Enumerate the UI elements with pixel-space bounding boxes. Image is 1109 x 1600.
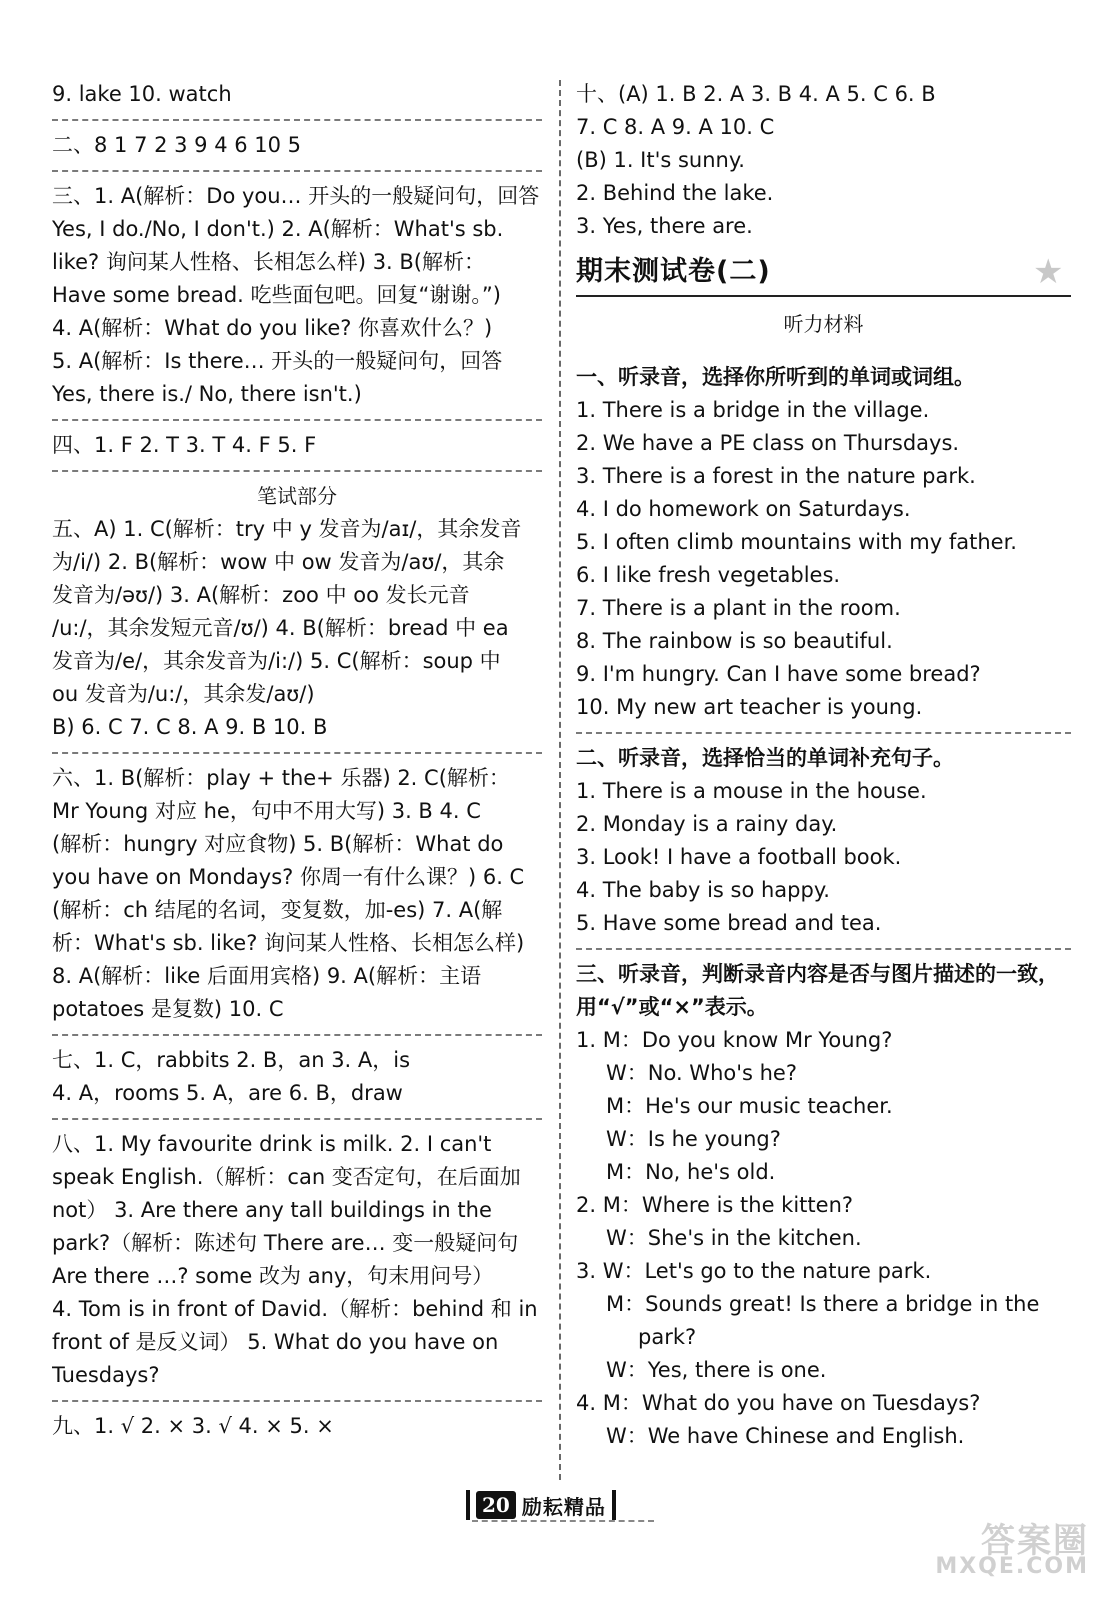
dialogue-line: park? [638, 1325, 697, 1349]
part-heading: 二、听录音，选择恰当的单词补充句子。 [576, 746, 954, 770]
answer-section-5 [52, 513, 542, 744]
list-item: 8. The rainbow is so beautiful. [576, 629, 893, 653]
answer-line: 3. Yes, there are. [576, 214, 753, 238]
list-item: 6. I like fresh vegetables. [576, 563, 841, 587]
star-icon: ★ [1033, 252, 1064, 292]
answer-line: potatoes 是复数) 10. C [52, 997, 284, 1021]
watermark-line: 答案圈 [981, 1521, 1089, 1561]
dialogue-line: W：No. Who's he? [606, 1061, 797, 1085]
listening-part-1 [576, 361, 1071, 724]
list-item: 1. There is a bridge in the village. [576, 398, 930, 422]
left-column [52, 78, 542, 1443]
answer-line: 十、(A) 1. B 2. A 3. B 4. A 5. C 6. B [576, 82, 936, 106]
answer-line: 五、A) 1. C(解析：try 中 y 发音为/aɪ/，其余发音 [52, 517, 522, 541]
dashed-divider [52, 752, 542, 754]
dashed-divider [52, 419, 542, 421]
dialogue-line: W：We have Chinese and English. [606, 1424, 965, 1448]
answer-line: 7. C 8. A 9. A 10. C [576, 115, 775, 139]
answer-line: 9. lake 10. watch [52, 82, 232, 106]
dashed-divider [52, 119, 542, 121]
list-item: 9. I'm hungry. Can I have some bread? [576, 662, 981, 686]
answer-line: ou 发音为/u:/，其余发/aʊ/) [52, 682, 315, 706]
answer-line: Yes, I do./No, I don't.) 2. A(解析：What's sb. [52, 217, 504, 241]
answer-line: 发音为/e/，其余发音为/i:/) 5. C(解析：soup 中 [52, 649, 501, 673]
answer-line: Are there …? some 改为 any，句末用问号） [52, 1264, 494, 1288]
answer-line: 2. Behind the lake. [576, 181, 774, 205]
answer-section-8 [52, 1128, 542, 1392]
brand-name: 励耘精品 [521, 1494, 606, 1519]
answer-section-1 [52, 78, 542, 111]
exam-title: 期末测试卷(二) [576, 256, 771, 287]
part-heading: 用“√”或“×”表示。 [576, 995, 768, 1019]
answer-line: (解析：hungry 对应食物) 5. B(解析：What do [52, 832, 504, 856]
answer-line: Yes, there is./ No, there isn't.) [52, 382, 362, 406]
dialogue-line: W：Is he young? [606, 1127, 781, 1151]
part-heading: 三、听录音，判断录音内容是否与图片描述的一致， [576, 962, 1059, 986]
listening-part-2 [576, 742, 1071, 940]
answer-line: park?（解析：陈述句 There are… 变一般疑问句 [52, 1231, 519, 1255]
dialogue-line: W：She's in the kitchen. [606, 1226, 862, 1250]
answer-line: 5. A(解析：Is there… 开头的一般疑问句，回答 [52, 349, 503, 373]
dashed-divider [52, 1118, 542, 1120]
dialogue-line: 4. M：What do you have on Tuesdays? [576, 1391, 981, 1415]
dialogue-line: 1. M：Do you know Mr Young? [576, 1028, 893, 1052]
answer-line: speak English.（解析：can 变否定句，在后面加 [52, 1165, 521, 1189]
list-item: 5. I often climb mountains with my father. [576, 530, 1017, 554]
list-item: 10. My new art teacher is young. [576, 695, 923, 719]
list-item: 1. There is a mouse in the house. [576, 779, 927, 803]
answer-line: 发音为/əʊ/) 3. A(解析：zoo 中 oo 发长元音 [52, 583, 470, 607]
answer-line: 四、1. F 2. T 3. T 4. F 5. F [52, 433, 317, 457]
answer-section-7 [52, 1044, 542, 1110]
footer-bar [466, 1490, 470, 1520]
list-item: 2. We have a PE class on Thursdays. [576, 431, 960, 455]
list-item: 3. There is a forest in the nature park. [576, 464, 976, 488]
exam-header [576, 249, 1071, 297]
answer-line: 三、1. A(解析：Do you… 开头的一般疑问句，回答 [52, 184, 540, 208]
list-item: 4. I do homework on Saturdays. [576, 497, 911, 521]
page-footer [466, 1488, 616, 1522]
answer-section-3 [52, 180, 542, 411]
dashed-divider [52, 170, 542, 172]
answer-line: 二、8 1 7 2 3 9 4 6 10 5 [52, 133, 302, 157]
dashed-divider [576, 732, 1071, 734]
listening-part-3 [576, 958, 1071, 1453]
page-number: 20 [476, 1491, 516, 1519]
footer-underline [472, 1520, 654, 1522]
list-item: 5. Have some bread and tea. [576, 911, 882, 935]
answer-line: 九、1. √ 2. × 3. √ 4. × 5. × [52, 1414, 334, 1438]
dashed-divider [52, 1034, 542, 1036]
watermark [935, 1521, 1089, 1580]
dialogue-line: 3. W：Let's go to the nature park. [576, 1259, 932, 1283]
dialogue-line: M：No, he's old. [606, 1160, 776, 1184]
answer-section-9 [52, 1410, 542, 1443]
answer-line: 4. Tom is in front of David.（解析：behind 和 in [52, 1297, 538, 1321]
answer-line: (B) 1. It's sunny. [576, 148, 745, 172]
answer-line: 为/i/) 2. B(解析：wow 中 ow 发音为/aʊ/，其余 [52, 550, 505, 574]
dialogue-line: W：Yes, there is one. [606, 1358, 827, 1382]
answer-line: 七、1. C，rabbits 2. B，an 3. A，is [52, 1048, 411, 1072]
column-divider [559, 80, 561, 1480]
dashed-divider [52, 470, 542, 472]
answer-line: 4. A，rooms 5. A，are 6. B，draw [52, 1081, 403, 1105]
answer-section-2 [52, 129, 542, 162]
dialogue-line: 2. M：Where is the kitten? [576, 1193, 854, 1217]
list-item: 7. There is a plant in the room. [576, 596, 901, 620]
listening-title: 听力材料 [783, 312, 864, 336]
answer-section-4 [52, 429, 542, 462]
right-column [576, 78, 1071, 1453]
list-item: 2. Monday is a rainy day. [576, 812, 838, 836]
answer-line: 六、1. B(解析：play + the+ 乐器) 2. C(解析： [52, 766, 510, 790]
answer-line: Mr Young 对应 he，句中不用大写) 3. B 4. C [52, 799, 481, 823]
dashed-divider [52, 1400, 542, 1402]
watermark-line: MXQE.COM [935, 1554, 1089, 1579]
answer-line: you have on Mondays? 你周一有什么课？) 6. C [52, 865, 525, 889]
answer-line: front of 是反义词） 5. What do you have on [52, 1330, 499, 1354]
answer-section-10 [576, 78, 1071, 243]
answer-line: not） 3. Are there any tall buildings in the [52, 1198, 492, 1222]
answer-section-6 [52, 762, 542, 1026]
answer-line: B) 6. C 7. C 8. A 9. B 10. B [52, 715, 328, 739]
written-section-title: 笔试部分 [257, 484, 337, 508]
answer-line: 八、1. My favourite drink is milk. 2. I can't [52, 1132, 492, 1156]
list-item: 4. The baby is so happy. [576, 878, 830, 902]
dashed-divider [576, 948, 1071, 950]
footer-bar [612, 1490, 616, 1520]
answer-line: Have some bread. 吃些面包吧。回复“谢谢。”) [52, 283, 501, 307]
answer-line: 析：What's sb. like? 询问某人性格、长相怎么样) [52, 931, 525, 955]
list-item: 3. Look! I have a football book. [576, 845, 902, 869]
answer-line: Tuesdays? [52, 1363, 160, 1387]
part-heading: 一、听录音，选择你所听到的单词或词组。 [576, 365, 975, 389]
dialogue-line: M：Sounds great! Is there a bridge in the [606, 1292, 1040, 1316]
answer-line: 8. A(解析：like 后面用宾格) 9. A(解析：主语 [52, 964, 482, 988]
answer-line: like? 询问某人性格、长相怎么样) 3. B(解析： [52, 250, 486, 274]
answer-line: 4. A(解析：What do you like? 你喜欢什么？) [52, 316, 493, 340]
dialogue-line: M：He's our music teacher. [606, 1094, 893, 1118]
answer-line: (解析：ch 结尾的名词，变复数，加-es) 7. A(解 [52, 898, 503, 922]
answer-line: /u:/，其余发短元音/ʊ/) 4. B(解析：bread 中 ea [52, 616, 509, 640]
